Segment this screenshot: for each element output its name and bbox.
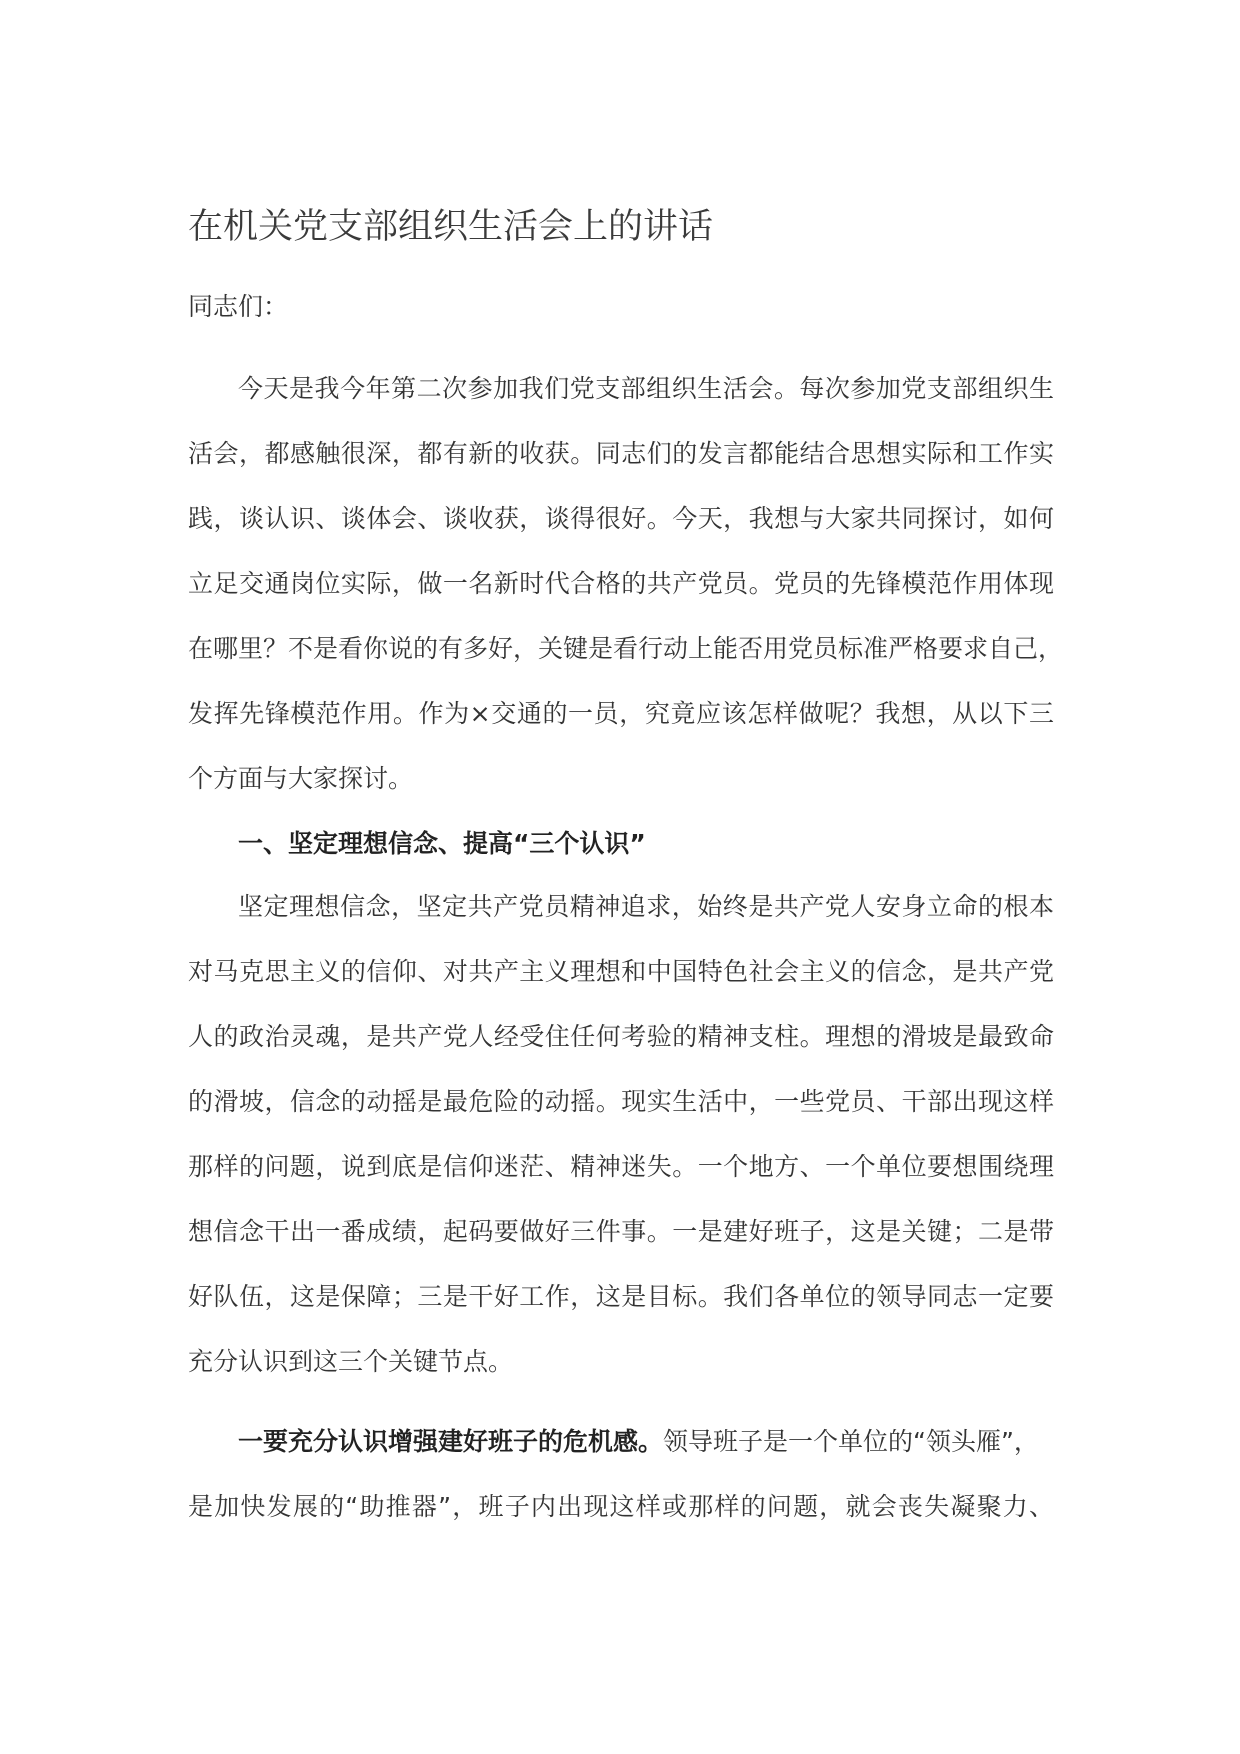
text-line: [188, 1409, 1054, 1474]
text-line: 对马克思主义的信仰、对共产主义理想和中国特色社会主义的信念，是共产党: [188, 957, 1054, 986]
document-title: 在机关党支部组织生活会上的讲话: [188, 207, 714, 247]
text-line: 的滑坡，信念的动摇是最危险的动摇。现实生活中，一些党员、干部出现这样: [188, 1087, 1054, 1116]
greeting: 同志们：: [188, 292, 289, 321]
text-span: 领导班子是一个单位的“领头雁”，: [663, 1427, 1039, 1456]
text-line: 立足交通岗位实际，做一名新时代合格的共产党员。党员的先锋模范作用体现: [188, 569, 1054, 598]
text-line: 在哪里？不是看你说的有多好，关键是看行动上能否用党员标准严格要求自己，: [188, 634, 1064, 663]
paragraph-beliefs: [188, 874, 1068, 1394]
section-heading: 一、坚定理想信念、提高“三个认识”: [238, 829, 646, 858]
paragraph-intro: [188, 356, 1068, 876]
text-line: 坚定理想信念，坚定共产党员精神追求，始终是共产党人安身立命的根本: [238, 892, 1054, 921]
text-line: 今天是我今年第二次参加我们党支部组织生活会。每次参加党支部组织生: [238, 374, 1054, 403]
text-line: 个方面与大家探讨。: [188, 764, 414, 793]
text-line: 好队伍，这是保障；三是干好工作，这是目标。我们各单位的领导同志一定要: [188, 1282, 1054, 1311]
text-line: 想信念干出一番成绩，起码要做好三件事。一是建好班子，这是关键；二是带: [188, 1217, 1054, 1246]
paragraph-leadership: [188, 1409, 1068, 1539]
text-line: 那样的问题，说到底是信仰迷茫、精神迷失。一个地方、一个单位要想围绕理: [188, 1152, 1054, 1181]
text-line: 践，谈认识、谈体会、谈收获，谈得很好。今天，我想与大家共同探讨，如何: [188, 504, 1054, 533]
text-line: 人的政治灵魂，是共产党人经受住任何考验的精神支柱。理想的滑坡是最致命: [188, 1022, 1054, 1051]
text-line: 发挥先锋模范作用。作为×交通的一员，究竟应该怎样做呢？我想，从以下三: [188, 699, 1054, 728]
text-line: 活会，都感触很深，都有新的收获。同志们的发言都能结合思想实际和工作实: [188, 439, 1054, 468]
text-line: 充分认识到这三个关键节点。: [188, 1347, 514, 1376]
bold-lead: 一要充分认识增强建好班子的危机感。: [238, 1427, 664, 1456]
text-line: 是加快发展的“助推器”，班子内出现这样或那样的问题，就会丧失凝聚力、: [188, 1492, 1054, 1521]
